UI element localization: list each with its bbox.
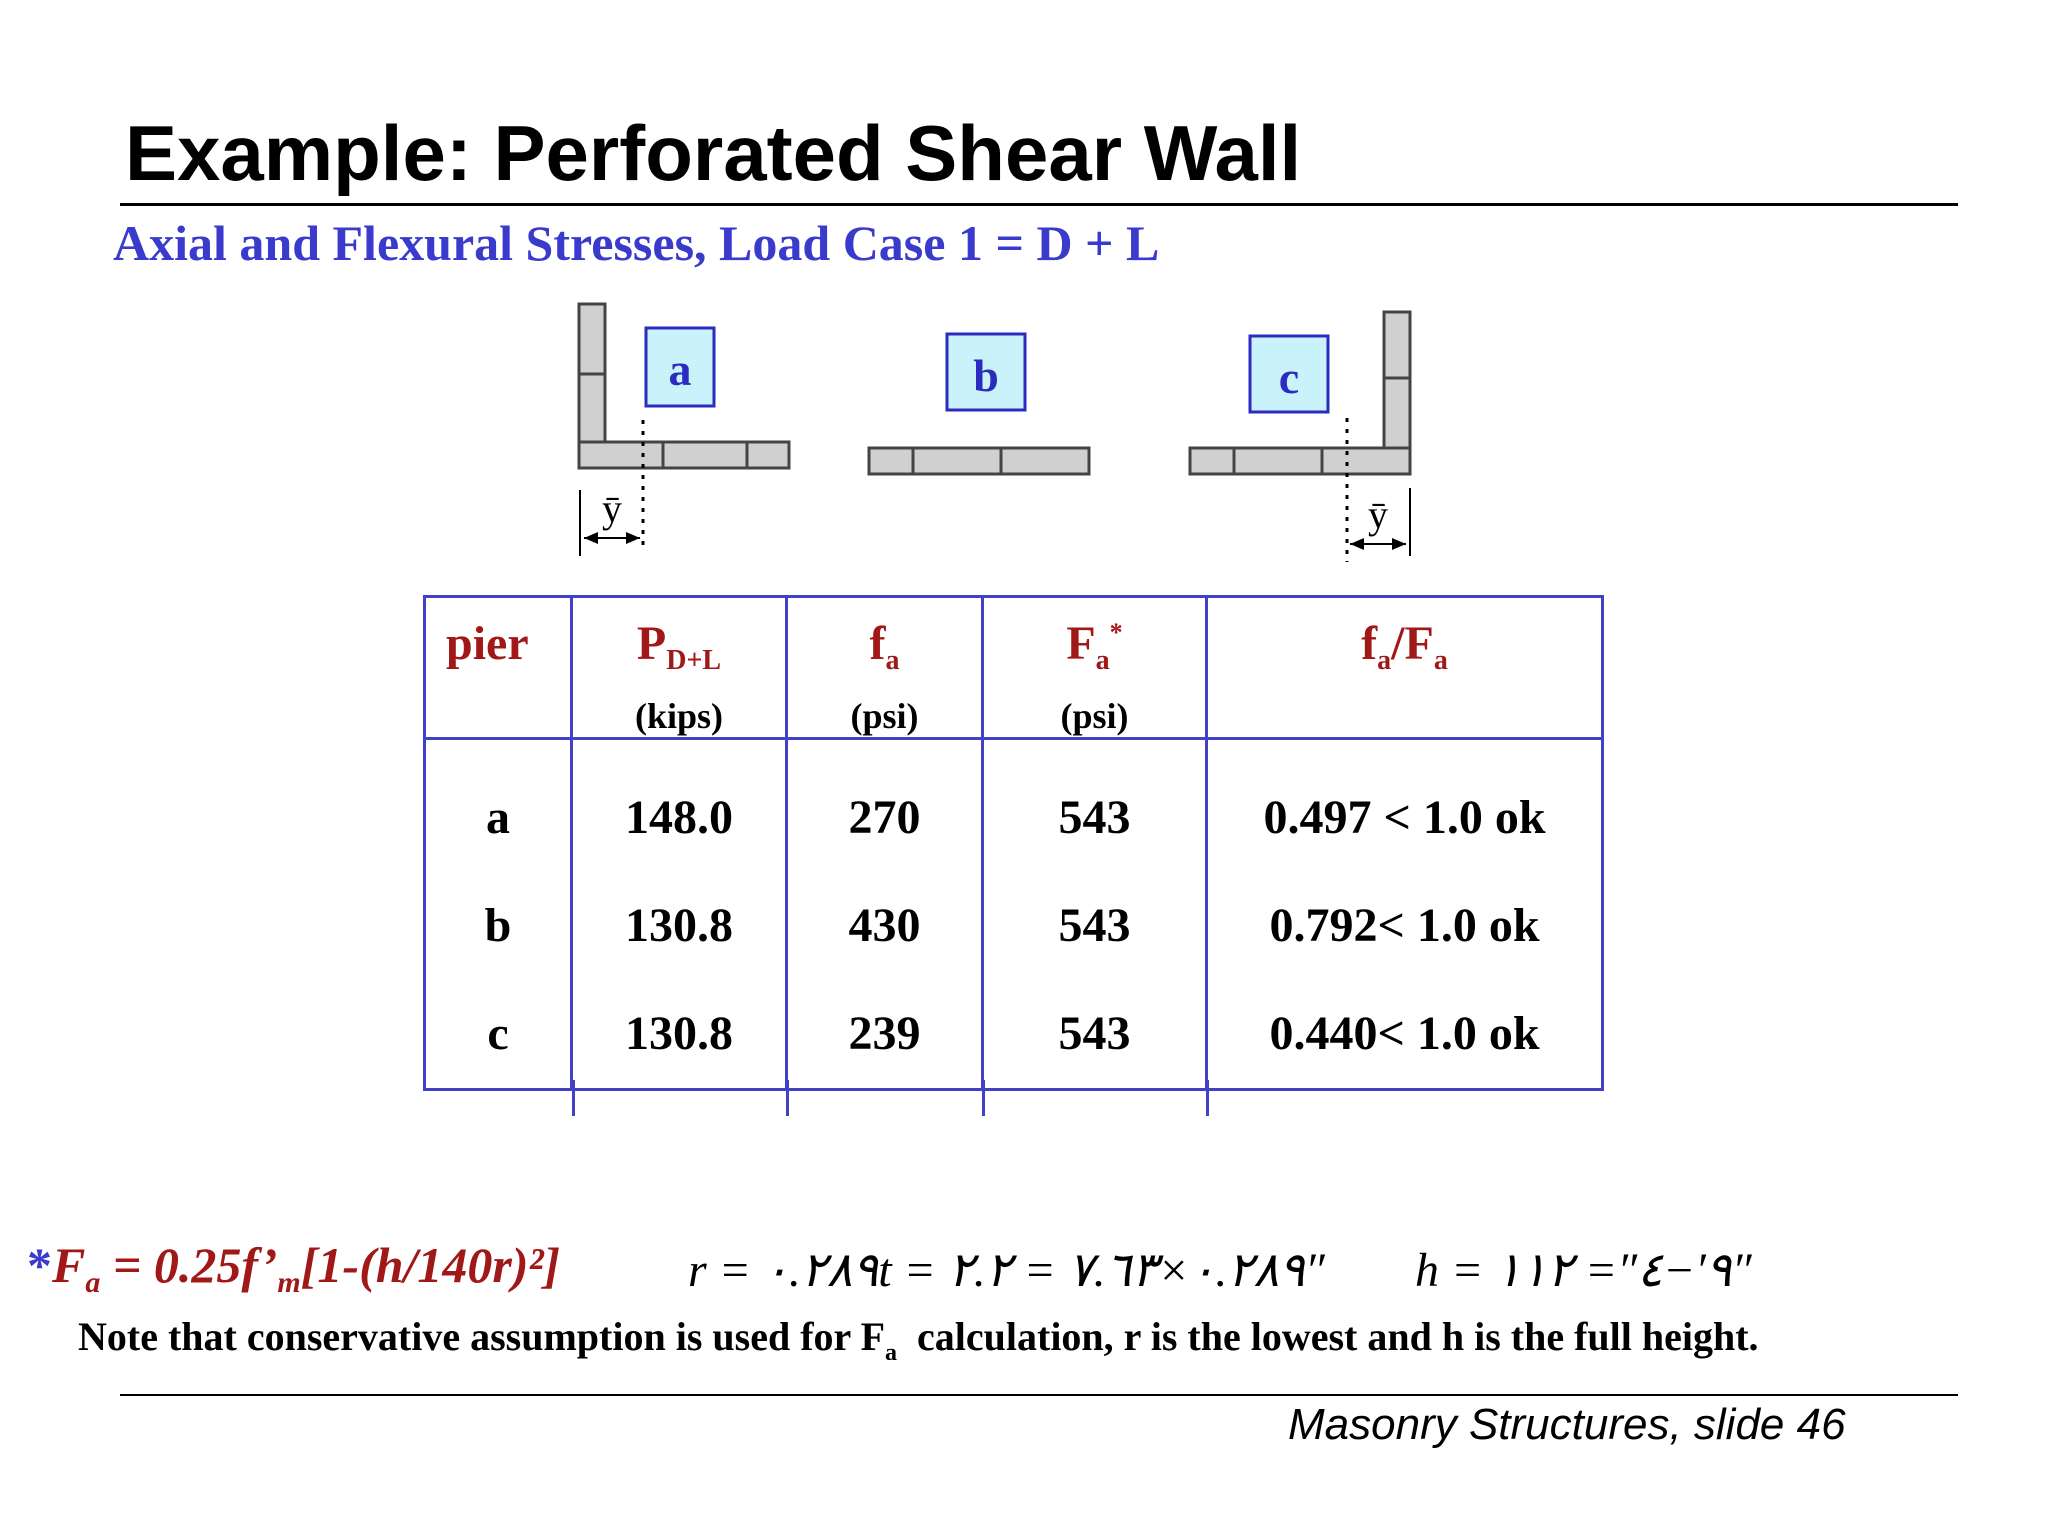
header-Fa: Fa* (psi) — [983, 597, 1207, 739]
pier-a-arrow-right — [626, 532, 640, 544]
pier-a-web-2 — [663, 442, 747, 468]
p-column: 148.0 130.8 130.8 — [572, 739, 787, 1090]
pier-c-web-2 — [1234, 448, 1322, 474]
pier-a-web-1 — [579, 442, 663, 468]
slide-title: Example: Perforated Shear Wall — [125, 109, 1302, 197]
table-header-row — [425, 597, 1603, 739]
pier-a-flange-upper — [579, 304, 605, 374]
slide-footer: Masonry Structures, slide 46 — [1288, 1400, 1846, 1449]
pier-c-flange-lower — [1384, 378, 1410, 448]
pier-c-web-1 — [1190, 448, 1234, 474]
header-ratio: fa/Fa — [1207, 597, 1603, 739]
pier-column: a b c — [425, 739, 572, 1090]
pier-a-flange-lower — [579, 374, 605, 442]
assumption-note: Note that conservative assumption is used for $F_a$ calculation, r is the lowest and h is the full height. — [78, 1314, 1759, 1366]
pier-a-centroid-label: ȳ — [602, 486, 622, 531]
table-divider-stub-3 — [982, 1080, 985, 1116]
fa-column: 270 430 239 — [787, 739, 983, 1090]
pier-diagram — [0, 0, 2048, 600]
table-divider-stub-1 — [572, 1080, 575, 1116]
allowable-stress-formula: $*F_a$ = $0.25f’_m[1-(h/140r)^2]$ — [27, 1237, 561, 1299]
header-pier: pier — [425, 597, 572, 739]
pier-b-seg-3 — [1001, 448, 1089, 474]
footer-rule — [120, 1394, 1958, 1396]
header-fa: fa (psi) — [787, 597, 983, 739]
pier-c-flange-upper — [1384, 312, 1410, 378]
pier-c-web-3 — [1322, 448, 1410, 474]
table-divider-stub-2 — [786, 1080, 789, 1116]
pier-a-web-3 — [747, 442, 789, 468]
table-divider-stub-4 — [1206, 1080, 1209, 1116]
Fa-column: 543 543 543 — [983, 739, 1207, 1090]
pier-a-label: a — [668, 344, 692, 395]
slide-subtitle: Axial and Flexural Stresses, Load Case 1 = D + L — [113, 215, 1160, 271]
pier-c-label: c — [1278, 352, 1300, 403]
height-equation: h = ٩′−٤″= ١١٢″ — [1415, 1244, 1752, 1297]
pier-b-seg-2 — [913, 448, 1001, 474]
ratio-column: 0.497 < 1.0 ok 0.792< 1.0 ok 0.440< 1.0 ok — [1207, 739, 1603, 1090]
pier-b-label: b — [973, 350, 999, 401]
pier-c-arrow-left — [1350, 538, 1364, 550]
table-body-row — [425, 739, 1603, 1090]
radius-equation: r = ٠.٢٨٩t = ٠.٢٨٩×٧.٦٣ = ٢.٢″ — [688, 1244, 1325, 1297]
pier-a-arrow-left — [584, 532, 598, 544]
header-p: PD+L (kips) — [572, 597, 787, 739]
stress-table — [423, 595, 1604, 1091]
pier-b-seg-1 — [869, 448, 913, 474]
pier-c-arrow-right — [1392, 538, 1406, 550]
pier-c-centroid-label: ȳ — [1368, 492, 1388, 537]
